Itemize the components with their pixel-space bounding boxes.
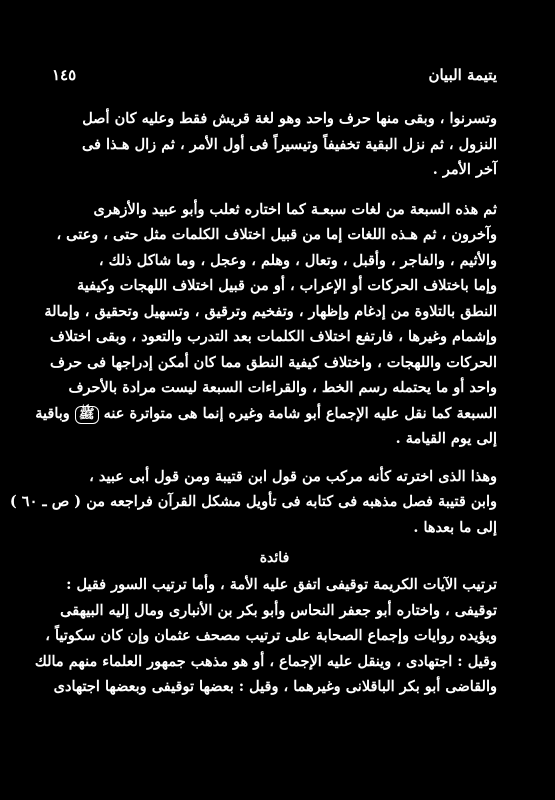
running-title: يتيمة البيان	[428, 66, 497, 84]
text-line: الحركات واللهجات ، واختلاف كيفية النطق مما كان أمكن إدراجها فى حرف	[50, 353, 497, 371]
text-line: وهذا الذى اخترته كأنه مركب من قول ابن قتيبة ومن قول أبى عبيد ،	[89, 467, 497, 485]
text-line: ثم هذه السبعة من لغات سبعـة كما اختاره ثعلب وأبو عبيد والأزهرى	[93, 200, 497, 218]
paragraph-3	[9, 464, 497, 541]
page-number: ١٤٥	[52, 66, 77, 84]
text-line: ويؤيده روايات وإجماع الصحابة على ترتيب مصحف عثمان وإن كان سكوتياً ،	[45, 627, 497, 644]
paragraph-4	[34, 572, 497, 700]
text-line: وإما باختلاف الحركات أو الإعراب ، أو من قبيل اختلاف اللهجات وكيفية	[76, 277, 497, 294]
text-line: واحد أو ما يحتمله رسم الخط ، والقراءات السبعة ليست مرادة بالأحرف	[68, 379, 497, 396]
paragraph-2	[35, 197, 497, 452]
text-line: النطق بالتلاوة من إدغام وإظهار ، وتفخيم وترقيق ، وتسهيل وتحقيق ، وإمالة	[44, 302, 497, 320]
text-line-with-honorific	[35, 401, 497, 427]
text-segment: وباقية	[35, 404, 70, 422]
text-line: إلى يوم القيامة .	[395, 430, 497, 447]
page-header	[52, 66, 497, 94]
text-line: توقيفى ، واختاره أبو جعفر النحاس وأبو بكر بن الأنبارى ومال إليه البيهقى	[60, 601, 497, 619]
text-line: النزول ، ثم نزل البقية تخفيفاً وتيسيراً فى أول الأمر ، ثم زال هـذا فى	[81, 135, 497, 153]
text-line: وقيل : اجتهادى ، وينقل عليه الإجماع ، أو هو مذهب جمهور العلماء منهم مالك	[34, 652, 497, 670]
text-line: ترتيب الآيات الكريمة توقيفى اتفق عليه الأمة ، وأما ترتيب السور فقيل :	[66, 576, 497, 593]
text-line: وابن قتيبة فصل مذهبه فى كتابه فى تأويل مشكل القرآن فراجعه من ( ص ـ ٦٠ )	[9, 493, 497, 510]
text-segment: السبعة كما نقل عليه الإجماع أبو شامة وغيره إنما هى متواترة عنه	[103, 404, 497, 422]
text-line: وتسرنوا ، وبقى منها حرف واحد وهو لغة قريش فقط وعليه كان أصل	[82, 110, 497, 127]
text-line: آخر الأمر .	[432, 161, 497, 178]
text-line: والقاضى أبو بكر الباقلانى وغيرهما ، وقيل : بعضها توقيفى وبعضها اجتهادى	[53, 678, 497, 695]
text-line: وإشمام وغيرها ، فارتفع اختلاف الكلمات بعد التدرب والتعود ، وبقى اختلاف	[49, 328, 497, 345]
paragraph-1	[52, 106, 497, 183]
honorific-symbol: ﷺ	[75, 406, 99, 424]
text-line: إلى ما بعدها .	[413, 518, 497, 536]
text-line: وآخرون ، ثم هـذه اللغات إما من قبيل اختلاف الكلمات مثل حتى ، وعتى ،	[56, 226, 497, 243]
section-title: فائدة	[259, 550, 290, 566]
text-line: والأثيم ، والفاجر ، وأقبل ، وتعال ، وهلم ، وعجل ، وما شاكل ذلك ،	[98, 251, 497, 269]
